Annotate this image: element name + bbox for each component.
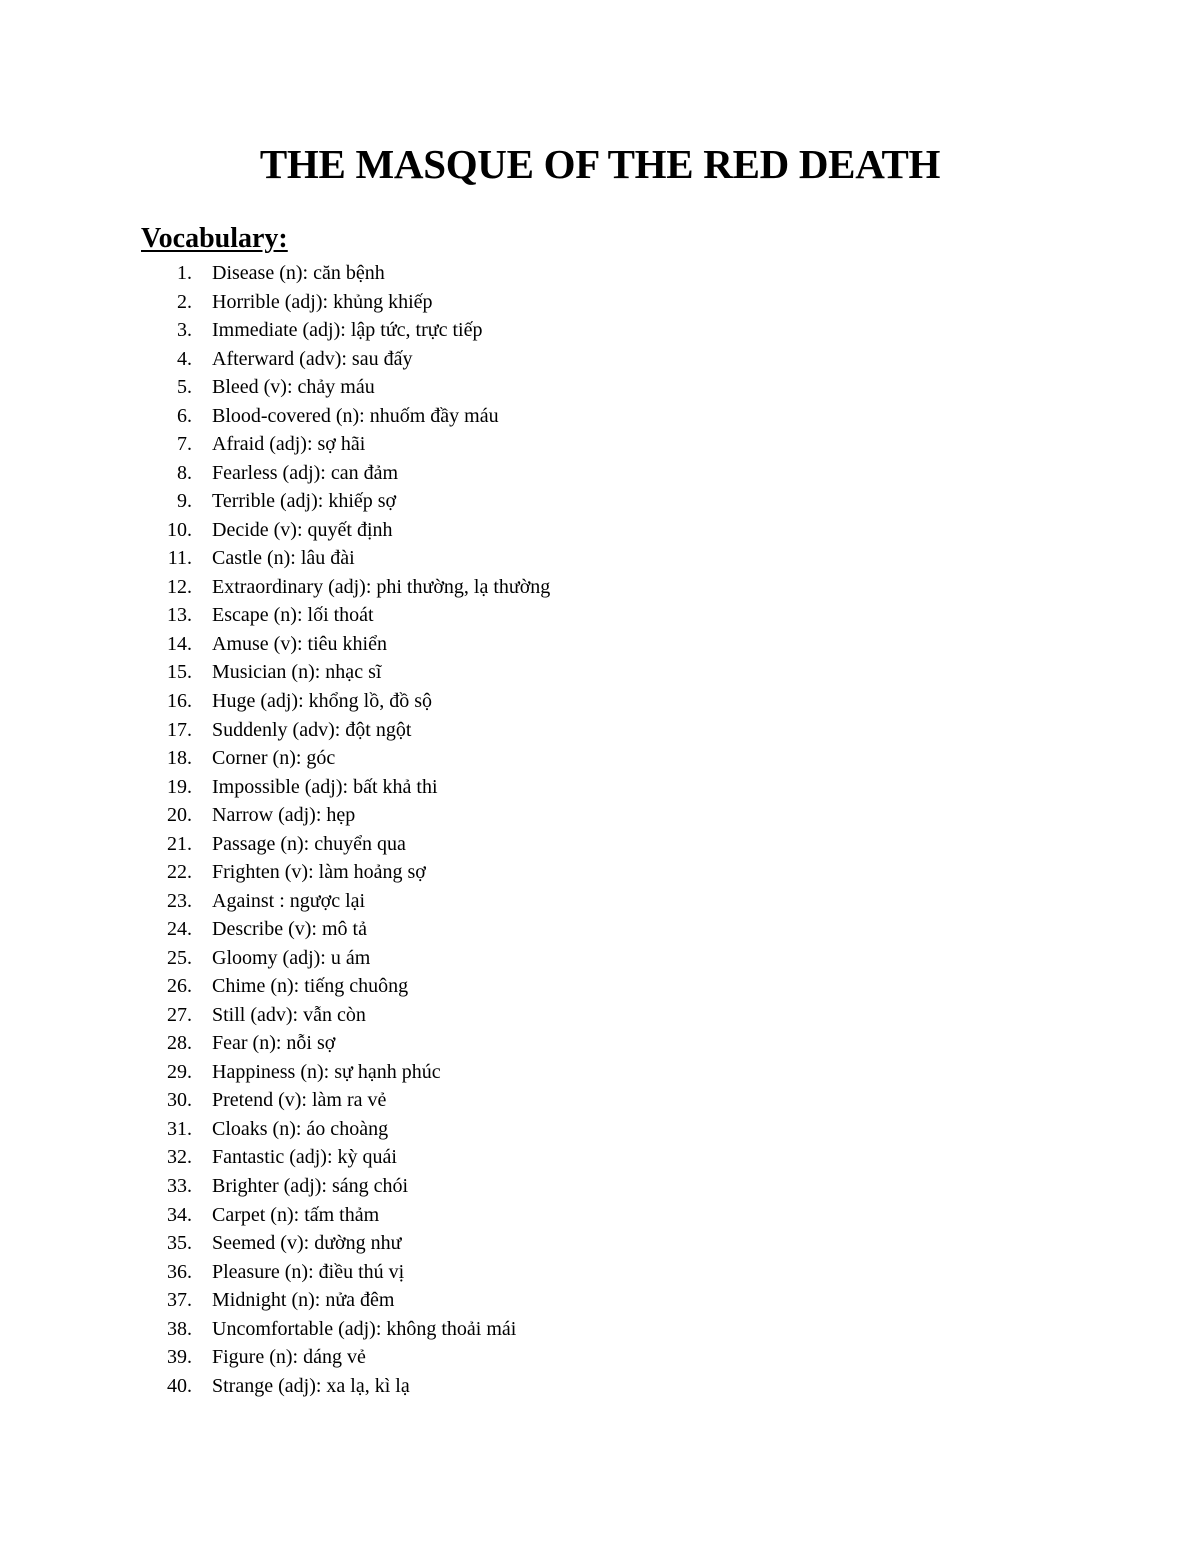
vocabulary-list (0, 259, 1200, 1400)
list-item (0, 373, 1200, 402)
list-item (0, 830, 1200, 859)
list-item-number: 4. (177, 347, 192, 370)
list-item-number: 37. (167, 1289, 192, 1312)
list-item-number: 38. (167, 1317, 192, 1340)
list-item-number: 17. (167, 718, 192, 741)
list-item-text: Decide (v): quyết định (212, 518, 393, 541)
list-item-text: Afterward (adv): sau đấy (212, 347, 413, 370)
list-item-text: Terrible (adj): khiếp sợ (212, 490, 397, 513)
list-item (0, 801, 1200, 830)
list-item (0, 601, 1200, 630)
list-item-text: Describe (v): mô tả (212, 918, 367, 941)
list-item-number: 9. (177, 490, 192, 513)
list-item-text: Fantastic (adj): kỳ quái (212, 1146, 397, 1169)
list-item-text: Frighten (v): làm hoảng sợ (212, 861, 426, 884)
list-item-number: 14. (167, 632, 192, 655)
list-item-number: 35. (167, 1232, 192, 1255)
list-item (0, 915, 1200, 944)
list-item (0, 1143, 1200, 1172)
list-item-text: Chime (n): tiếng chuông (212, 975, 409, 998)
list-item-number: 15. (167, 661, 192, 684)
list-item (0, 773, 1200, 802)
list-item-number: 36. (167, 1260, 192, 1283)
list-item (0, 516, 1200, 545)
list-item-number: 8. (177, 461, 192, 484)
list-item-number: 18. (167, 747, 192, 770)
list-item-number: 40. (167, 1374, 192, 1397)
list-item-number: 11. (167, 547, 192, 570)
list-item-number: 1. (177, 262, 192, 284)
list-item-text: Huge (adj): khổng lồ, đồ sộ (212, 689, 432, 712)
list-item-text: Immediate (adj): lập tức, trực tiếp (212, 319, 483, 342)
list-item-text: Corner (n): góc (212, 747, 336, 770)
list-item (0, 1058, 1200, 1087)
list-item (0, 1286, 1200, 1315)
list-item (0, 430, 1200, 459)
list-item-text: Bleed (v): chảy máu (212, 376, 375, 399)
list-item-number: 12. (167, 575, 192, 598)
list-item (0, 1343, 1200, 1372)
list-item-text: Fearless (adj): can đảm (212, 461, 399, 484)
list-item-number: 23. (167, 889, 192, 912)
list-item-text: Still (adv): vẫn còn (212, 1003, 366, 1026)
list-item-text: Escape (n): lối thoát (212, 604, 374, 627)
list-item (0, 316, 1200, 345)
list-item-number: 20. (167, 804, 192, 827)
list-item-text: Against : ngược lại (212, 889, 366, 912)
list-item-text: Afraid (adj): sợ hãi (212, 433, 366, 456)
list-item (0, 944, 1200, 973)
list-item-text: Gloomy (adj): u ám (212, 946, 371, 969)
list-item-number: 16. (167, 689, 192, 712)
list-item (0, 1315, 1200, 1344)
list-item (0, 887, 1200, 916)
list-item-text: Uncomfortable (adj): không thoải mái (212, 1317, 517, 1340)
list-item (0, 288, 1200, 317)
list-item-text: Disease (n): căn bệnh (212, 262, 385, 284)
list-item-number: 19. (167, 775, 192, 798)
list-item-number: 13. (167, 604, 192, 627)
list-item-number: 24. (167, 918, 192, 941)
list-item-text: Castle (n): lâu đài (212, 547, 355, 570)
list-item-text: Musician (n): nhạc sĩ (212, 661, 382, 684)
list-item-number: 27. (167, 1003, 192, 1026)
document-title: THE MASQUE OF THE RED DEATH (259, 141, 941, 187)
list-item-text: Cloaks (n): áo choàng (212, 1117, 389, 1140)
list-item-text: Horrible (adj): khủng khiếp (212, 290, 433, 313)
list-item-text: Carpet (n): tấm thảm (212, 1203, 380, 1226)
list-item (0, 972, 1200, 1001)
list-item-number: 31. (167, 1117, 192, 1140)
list-item (0, 544, 1200, 573)
list-item (0, 1229, 1200, 1258)
list-item (0, 1258, 1200, 1287)
list-item (0, 487, 1200, 516)
list-item-number: 30. (167, 1089, 192, 1112)
list-item-number: 6. (177, 404, 192, 427)
list-item (0, 345, 1200, 374)
list-item (0, 687, 1200, 716)
list-item-text: Midnight (n): nửa đêm (212, 1289, 395, 1312)
list-item-number: 10. (167, 518, 192, 541)
list-item (0, 259, 1200, 288)
list-item-text: Narrow (adj): hẹp (212, 804, 356, 827)
list-item (0, 630, 1200, 659)
list-item (0, 1201, 1200, 1230)
list-item (0, 1029, 1200, 1058)
list-item-text: Pretend (v): làm ra vẻ (212, 1089, 387, 1112)
list-item (0, 1001, 1200, 1030)
list-item-number: 39. (167, 1346, 192, 1369)
list-item-number: 26. (167, 975, 192, 998)
list-item-number: 5. (177, 376, 192, 399)
list-item-number: 28. (167, 1032, 192, 1055)
list-item (0, 858, 1200, 887)
list-item-text: Impossible (adj): bất khả thi (212, 775, 438, 798)
list-item-text: Blood-covered (n): nhuốm đầy máu (212, 404, 499, 427)
list-item (0, 573, 1200, 602)
list-item (0, 459, 1200, 488)
list-item-text: Fear (n): nỗi sợ (212, 1032, 336, 1055)
list-item (0, 1115, 1200, 1144)
section-heading-vocabulary: Vocabulary: (141, 223, 288, 254)
list-item-number: 22. (167, 861, 192, 884)
list-item-number: 25. (167, 946, 192, 969)
list-item-text: Happiness (n): sự hạnh phúc (212, 1060, 441, 1083)
list-item-number: 3. (177, 319, 192, 342)
list-item-text: Suddenly (adv): đột ngột (212, 718, 412, 741)
list-item-text: Extraordinary (adj): phi thường, lạ thường (212, 575, 551, 598)
list-item-text: Amuse (v): tiêu khiển (212, 632, 387, 655)
list-item-number: 2. (177, 290, 192, 313)
list-item-text: Strange (adj): xa lạ, kì lạ (212, 1374, 410, 1397)
list-item-number: 29. (167, 1060, 192, 1083)
list-item (0, 658, 1200, 687)
list-item-text: Seemed (v): dường như (212, 1232, 402, 1255)
list-item (0, 402, 1200, 431)
list-item-number: 7. (177, 433, 192, 456)
list-item (0, 744, 1200, 773)
list-item-text: Pleasure (n): điều thú vị (212, 1260, 405, 1283)
list-item-text: Figure (n): dáng vẻ (212, 1346, 366, 1369)
list-item-number: 34. (167, 1203, 192, 1226)
list-item (0, 1086, 1200, 1115)
list-item (0, 1372, 1200, 1401)
list-item (0, 716, 1200, 745)
list-item-number: 33. (167, 1175, 192, 1197)
list-item-text: Brighter (adj): sáng chói (212, 1175, 409, 1197)
list-item-text: Passage (n): chuyển qua (212, 832, 406, 855)
list-item-number: 21. (167, 832, 192, 855)
list-item-number: 32. (167, 1146, 192, 1169)
list-item (0, 1172, 1200, 1201)
